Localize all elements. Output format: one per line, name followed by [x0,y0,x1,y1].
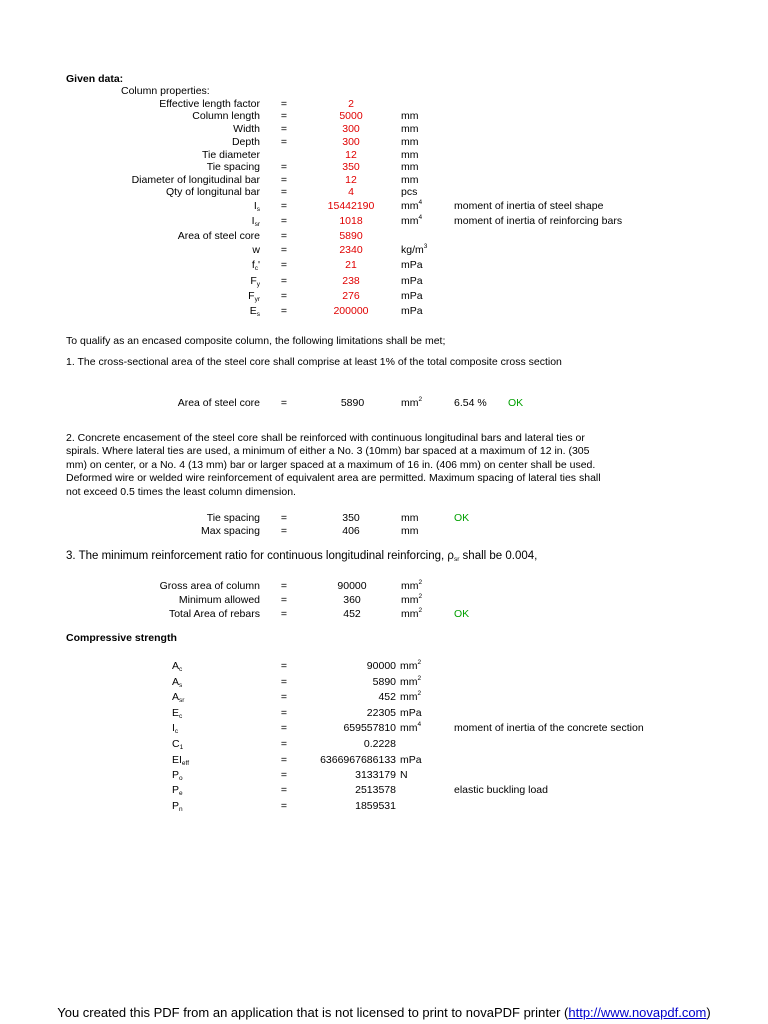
limit1-percent: 6.54 % [454,397,487,409]
limit1-unit: $mm^2$ [401,396,423,409]
limit2-text: 2. Concrete encasement of the steel core shall be reinforced with continuous longitudinal bars and lateral ties or spirals. Where lateral ties are used, a minimum of either a No. 3 (10mm) bar spaced at a maximum of 12 in. (305 mm) on center, or a No. 4 (13 mm) bar or larger spaced at a maximum of 16 in. (406 mm) on center shall be used. Deformed wire or welded wire reinforcement of equivalent area are permitted. Maximum spacing of lateral ties shall not exceed 0.5 times the least column dimension. [66,432,601,498]
limit1-label: Area of steel core [177,397,260,409]
compressive-unit: $mm^2$ [400,659,422,672]
given-unit: mm [401,110,419,122]
limit3-text: 3. The minimum reinforcement ratio for continuous longitudinal reinforcing, $\rho_{sr}$ shall be 0.004, [66,550,538,563]
given-label: $E_s$ [249,305,260,318]
given-label: Width [233,123,260,135]
compressive-symbol: $A_s$ [172,676,183,689]
compressive-note: elastic buckling load [454,784,548,796]
given-label: Column length [192,110,260,122]
given-label: $f_c'$ [251,259,260,272]
limit3-label: Gross area of column [159,580,260,592]
compressive-value: 6366967686133 [320,754,396,766]
compressive-value: 1859531 [355,800,396,812]
limit3-label: Minimum allowed [178,594,260,606]
given-label: $F_y$ [250,275,260,288]
given-unit: mPa [401,305,423,317]
novapdf-link[interactable]: http://www.novapdf.com [568,1005,707,1020]
given-label: Tie diameter [202,149,260,161]
given-note: moment of inertia of reinforcing bars [454,215,623,227]
given-label: $I_{sr}$ [251,215,260,228]
compressive-value: 3133179 [355,769,396,781]
given-label: Area of steel core [177,230,260,242]
compressive-value: 659557810 [343,722,396,734]
compressive-symbol: $EI_{eff}$ [172,754,190,767]
compressive-note: moment of inertia of the concrete section [454,722,644,734]
given-eq: = [280,305,288,317]
given-value: 2340 [339,244,363,256]
given-label: Depth [231,136,260,148]
given-unit: $kg/m^3$ [401,243,428,256]
limit2-unit: mm [401,512,419,524]
limit3-eq: = [280,580,288,592]
given-eq: = [280,110,288,122]
given-value: 1018 [339,215,363,227]
given-unit: mm [401,174,419,186]
given-unit: mPa [401,290,423,302]
compressive-symbol: $P_o$ [172,769,183,782]
given-eq: = [280,123,288,135]
given-unit: mm [401,123,419,135]
compressive-eq: = [280,800,288,812]
given-label: w [252,244,260,256]
compressive-symbol: $A_c$ [172,660,183,673]
given-value: 200000 [333,305,369,317]
limit3-eq: = [280,594,288,606]
given-unit: mm [401,136,419,148]
limit2-label: Tie spacing [206,512,260,524]
given-eq: = [280,215,288,227]
given-value: 2 [348,98,354,110]
given-data-heading: Given data: [66,73,124,85]
compressive-value: 452 [378,691,396,703]
given-value: 15442190 [327,200,375,212]
limit3-value: 90000 [337,580,367,592]
compressive-eq: = [280,691,288,703]
limit3-value: 360 [343,594,361,606]
compressive-value: 0.2228 [363,738,396,750]
compressive-symbol: $E_c$ [172,707,183,720]
given-eq: = [280,136,288,148]
given-value: 238 [342,275,360,287]
compressive-eq: = [280,754,288,766]
compressive-value: 90000 [366,660,396,672]
compressive-value: 22305 [366,707,396,719]
given-eq: = [280,275,288,287]
given-value: 4 [348,186,354,198]
given-unit: pcs [401,186,418,198]
compressive-symbol: $P_n$ [172,800,183,813]
compressive-symbol: $I_c$ [172,722,179,735]
given-eq: = [280,244,288,256]
compressive-eq: = [280,676,288,688]
limit3-label: Total Area of rebars [168,608,260,620]
given-value: 12 [345,174,357,186]
given-value: 21 [345,259,357,271]
compressive-symbol: $A_{sr}$ [172,691,185,704]
compressive-unit: $mm^2$ [400,675,422,688]
limit1-value: 5890 [340,397,365,409]
novapdf-footer: You created this PDF from an application that is not licensed to print to novaPDF printer (http://www.novapdf.com) [57,1005,711,1020]
given-value: 300 [342,136,360,148]
limit2-label: Max spacing [201,525,260,537]
compressive-value: 5890 [372,676,396,688]
compressive-unit: N [400,769,408,781]
limit3-value: 452 [343,608,361,620]
limit3-unit: $mm^2$ [401,607,423,620]
compressive-strength-heading: Compressive strength [66,632,177,644]
given-eq: = [280,174,288,186]
given-value: 350 [342,161,360,173]
limit1-text: 1. The cross-sectional area of the steel core shall comprise at least 1% of the total composite cross section [66,356,562,368]
limit1-eq: = [280,397,288,409]
compressive-unit: $mm^2$ [400,690,422,703]
limit2-eq: = [280,512,288,524]
given-unit: mm [401,149,419,161]
given-value: 300 [342,123,360,135]
given-eq: = [280,186,288,198]
compressive-symbol: $C_1$ [172,738,184,751]
compressive-unit: $mm^4$ [400,721,422,734]
given-eq: = [280,230,288,242]
given-label: $I_s$ [253,200,260,213]
given-unit: mm [401,161,419,173]
given-value: 5000 [339,110,363,122]
given-eq: = [280,161,288,173]
limit2-status: OK [454,512,470,524]
compressive-value: 2513578 [355,784,396,796]
limit1-status: OK [508,397,524,409]
given-value: 12 [345,149,357,161]
compressive-eq: = [280,784,288,796]
given-label: Diameter of longitudinal bar [131,174,260,186]
limit2-eq: = [280,525,288,537]
limit2-value: 350 [342,512,360,524]
limit3-unit: $mm^2$ [401,593,423,606]
given-label: Effective length factor [159,98,260,110]
limit2-unit: mm [401,525,419,537]
limit3-eq: = [280,608,288,620]
given-eq: = [280,259,288,271]
compressive-unit: mPa [400,707,422,719]
given-eq: = [280,200,288,212]
given-unit: $mm^4$ [401,214,423,227]
compressive-unit: mPa [400,754,422,766]
given-note: moment of inertia of steel shape [454,200,604,212]
column-properties-subheading: Column properties: [121,85,210,97]
given-unit: mPa [401,275,423,287]
given-value: 5890 [339,230,363,242]
given-value: 276 [342,290,360,302]
compressive-eq: = [280,707,288,719]
compressive-symbol: $P_e$ [172,784,183,797]
given-unit: mPa [401,259,423,271]
given-label: Qty of longitunal bar [166,186,260,198]
given-unit: $mm^4$ [401,199,423,212]
limit3-unit: $mm^2$ [401,579,423,592]
limit2-value: 406 [342,525,360,537]
given-eq: = [280,98,288,110]
compressive-eq: = [280,738,288,750]
compressive-eq: = [280,722,288,734]
given-label: Tie spacing [206,161,260,173]
given-eq: = [280,290,288,302]
intro-text: To qualify as an encased composite column, the following limitations shall be met; [66,335,446,347]
given-label: $F_{yr}$ [248,290,260,303]
compressive-eq: = [280,660,288,672]
limit3-status: OK [454,608,470,620]
compressive-eq: = [280,769,288,781]
